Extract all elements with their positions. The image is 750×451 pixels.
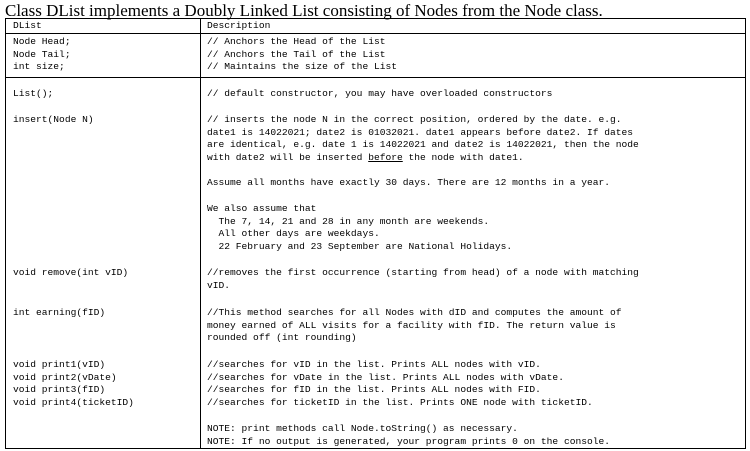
insert-desc-line-3: are identical, e.g. date 1 is 14022021 and date2 is 14022021, then the node: [207, 139, 639, 151]
constructor-decl: List();: [13, 88, 54, 99]
earning-decl: int earning(fID): [13, 307, 106, 318]
insert-desc-line-1: // inserts the node N in the correct position, ordered by the date. e.g.: [207, 114, 622, 125]
field-tail-desc: // Anchors the Tail of the List: [207, 48, 386, 60]
column-divider: [200, 19, 201, 448]
insert-desc-line-4-pre: with date2 will be inserted: [207, 151, 369, 163]
header-divider: [6, 33, 745, 34]
remove-desc-line-1: //removes the first occurrence (starting from head) of a node with matching: [207, 267, 639, 278]
header-dlist: DList: [13, 20, 42, 31]
insert-assume-line-4: 22 February and 23 September are National Holidays.: [207, 240, 513, 252]
print1-decl: void print1(vID): [13, 359, 106, 370]
field-head-desc: // Anchors the Head of the List: [207, 36, 386, 47]
note-line-1: NOTE: print methods call Node.toString() as necessary.: [207, 423, 518, 434]
insert-assume-line-3: All other days are weekdays.: [207, 228, 380, 240]
dlist-table: [5, 18, 746, 449]
constructor-desc: // default constructor, you may have overloaded constructors: [207, 88, 553, 99]
insert-desc-emphasis: before: [368, 151, 403, 163]
insert-desc-line-4: [207, 152, 524, 165]
field-size-desc: // Maintains the size of the List: [207, 61, 397, 73]
earning-desc-line-2: money earned of ALL visits for a facility with fID. The return value is: [207, 319, 616, 331]
insert-assume-line-1: We also assume that: [207, 203, 317, 214]
print2-decl: void print2(vDate): [13, 371, 117, 383]
earning-desc-line-1: //This method searches for all Nodes with dID and computes the amount of: [207, 307, 622, 318]
print4-desc: //searches for ticketID in the list. Prints ONE node with ticketID.: [207, 396, 593, 408]
note-line-2: NOTE: If no output is generated, your program prints 0 on the console.: [207, 435, 611, 447]
fields-divider: [6, 77, 745, 78]
field-head-decl: Node Head;: [13, 36, 71, 47]
remove-decl: void remove(int vID): [13, 267, 129, 278]
print2-desc: //searches for vDate in the list. Prints ALL nodes with vDate.: [207, 371, 564, 383]
print3-decl: void print3(fID): [13, 384, 106, 396]
insert-decl: insert(Node N): [13, 114, 94, 125]
page-title: Class DList implements a Doubly Linked List consisting of Nodes from the Node class.: [5, 1, 603, 20]
print3-desc: //searches for fID in the list. Prints ALL nodes with FID.: [207, 384, 541, 396]
insert-months-note: Assume all months have exactly 30 days. There are 12 months in a year.: [207, 177, 611, 188]
print4-decl: void print4(ticketID): [13, 396, 134, 408]
earning-desc-line-3: rounded off (int rounding): [207, 332, 357, 344]
insert-desc-line-4-post: the node with date1.: [402, 151, 524, 163]
header-description: Description: [207, 20, 271, 31]
field-size-decl: int size;: [13, 61, 65, 73]
remove-desc-line-2: vID.: [207, 279, 231, 291]
insert-assume-line-2: The 7, 14, 21 and 28 in any month are weekends.: [207, 215, 490, 227]
field-tail-decl: Node Tail;: [13, 48, 71, 60]
print1-desc: //searches for vID in the list. Prints ALL nodes with vID.: [207, 359, 541, 370]
insert-desc-line-2: date1 is 14022021; date2 is 01032021. date1 appears before date2. If dates: [207, 126, 634, 138]
